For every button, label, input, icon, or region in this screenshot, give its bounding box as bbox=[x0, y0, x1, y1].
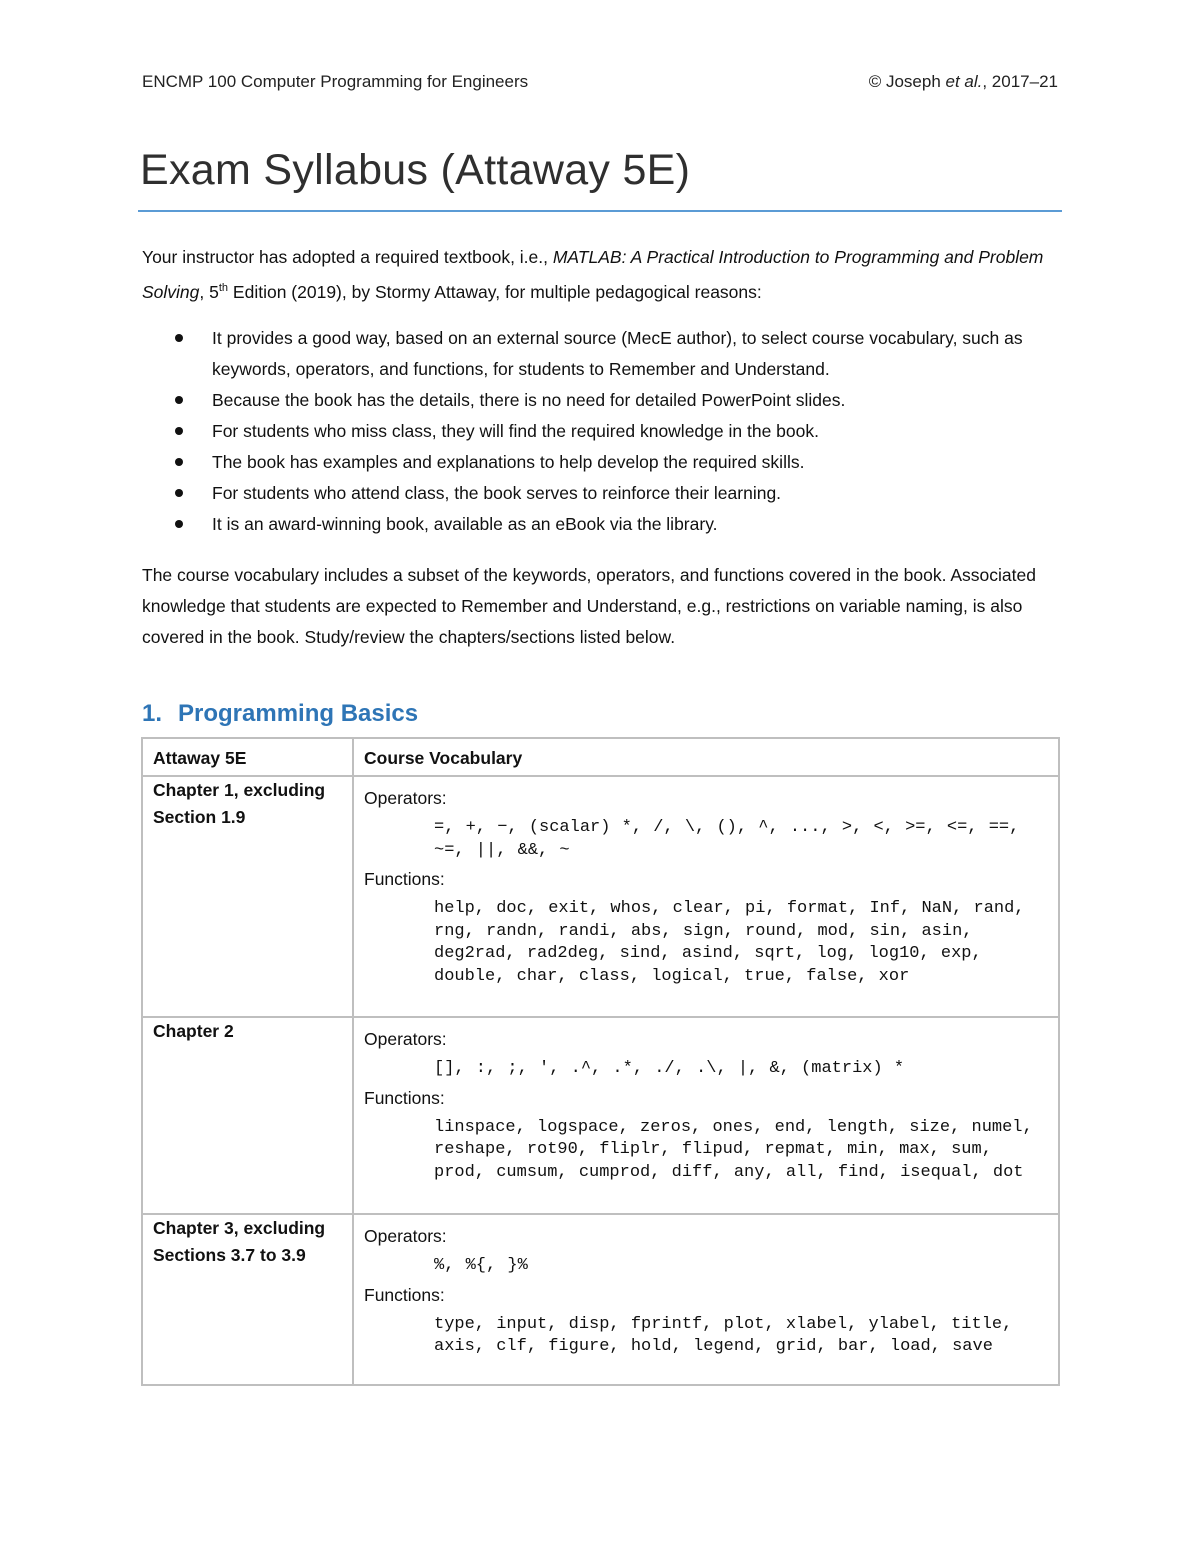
vocabulary-cell bbox=[353, 1214, 1059, 1385]
bullet-icon bbox=[175, 458, 183, 466]
edition-superscript: th bbox=[218, 282, 229, 294]
list-item-text: For students who miss class, they will find the required knowledge in the book. bbox=[212, 421, 819, 441]
vocabulary-table bbox=[141, 737, 1060, 1386]
bullet-icon bbox=[175, 427, 183, 435]
bullet-icon bbox=[175, 489, 183, 497]
list-item bbox=[142, 509, 1062, 540]
functions-list: help, doc, exit, whos, clear, pi, format, Inf, NaN, rand, rng, randn, randi, abs, sign, round, mod, sin, asin, deg2rad, rad2deg, sind, asind, sqrt, log, log10, exp, double, char, class, logical, true, false, xor bbox=[434, 899, 1025, 986]
chapter-cell: Chapter 2 bbox=[142, 1017, 353, 1214]
list-item bbox=[142, 447, 1062, 478]
bullet-icon bbox=[175, 396, 183, 404]
operators-label: Operators: bbox=[364, 1226, 447, 1246]
page-header bbox=[142, 72, 1058, 92]
list-item-text: Because the book has the details, there is no need for detailed PowerPoint slides. bbox=[212, 390, 846, 410]
table-row bbox=[142, 1017, 1059, 1214]
copyright-prefix: © Joseph bbox=[868, 72, 946, 91]
functions-list: linspace, logspace, zeros, ones, end, length, size, numel, reshape, rot90, fliplr, flipud, repmat, min, max, sum, prod, cumsum, cumprod, diff, any, all, find, isequal, dot bbox=[434, 1117, 1033, 1182]
copyright-suffix: , 2017–21 bbox=[982, 72, 1058, 91]
list-item-text: It provides a good way, based on an external source (MecE author), to select course vocabulary, such as keywords, operators, and functions, for students to Remember and Understand. bbox=[212, 328, 1023, 379]
column-header-attaway: Attaway 5E bbox=[142, 738, 353, 776]
table-row bbox=[142, 1214, 1059, 1385]
list-item bbox=[142, 478, 1062, 509]
intro-paragraph bbox=[142, 242, 1062, 308]
vocabulary-paragraph: The course vocabulary includes a subset of the keywords, operators, and functions covered in the book. Associated knowledge that students are expected to Remember and Understand, e.g., restrictions on variable naming, is also covered in the book. Study/review the chapters/sections listed below. bbox=[142, 565, 1036, 647]
book-title: MATLAB: A Practical Introduction to Programming and Problem Solving bbox=[142, 247, 1044, 302]
table-header-row bbox=[142, 738, 1059, 776]
list-item bbox=[142, 323, 1062, 385]
list-item bbox=[142, 385, 1062, 416]
column-header-vocabulary: Course Vocabulary bbox=[353, 738, 1059, 776]
functions-label: Functions: bbox=[364, 869, 445, 889]
operators-label: Operators: bbox=[364, 1029, 447, 1049]
table-row bbox=[142, 776, 1059, 1017]
list-item bbox=[142, 416, 1062, 447]
copyright-italic: et al. bbox=[945, 72, 983, 91]
intro-text-3: Edition (2019), by Stormy Attaway, for multiple pedagogical reasons: bbox=[228, 281, 762, 302]
chapter-cell: Chapter 3, excluding Sections 3.7 to 3.9 bbox=[142, 1214, 353, 1385]
vocabulary-cell bbox=[353, 1017, 1059, 1214]
intro-text-2: , 5 bbox=[199, 281, 219, 302]
operators-label: Operators: bbox=[364, 788, 447, 808]
operators-list: %, %{, }% bbox=[434, 1256, 528, 1275]
list-item-text: For students who attend class, the book serves to reinforce their learning. bbox=[212, 483, 782, 503]
functions-list: type, input, disp, fprintf, plot, xlabel, ylabel, title, axis, clf, figure, hold, legend, grid, bar, load, save bbox=[434, 1314, 1013, 1356]
title-underline bbox=[138, 210, 1062, 212]
vocabulary-cell bbox=[353, 776, 1059, 1017]
intro-text-1: Your instructor has adopted a required textbook, i.e., bbox=[142, 247, 553, 267]
section-title: Programming Basics bbox=[178, 700, 419, 727]
operators-list: [], :, ;, ', .^, .*, ./, .\, |, &, (matrix) * bbox=[434, 1059, 905, 1078]
reasons-list bbox=[142, 323, 1062, 540]
section-number: 1. bbox=[142, 700, 163, 727]
functions-label: Functions: bbox=[364, 1284, 445, 1305]
bullet-icon bbox=[175, 520, 183, 528]
list-item-text: It is an award-winning book, available as an eBook via the library. bbox=[212, 514, 718, 534]
list-item-text: The book has examples and explanations to help develop the required skills. bbox=[212, 452, 805, 472]
bullet-icon bbox=[175, 334, 183, 342]
course-name: ENCMP 100 Computer Programming for Engineers bbox=[142, 72, 529, 91]
page-title: Exam Syllabus (Attaway 5E) bbox=[140, 146, 691, 194]
section-heading bbox=[142, 700, 418, 728]
copyright bbox=[869, 72, 1058, 92]
operators-list: =, +, −, (scalar) *, /, \, (), ^, ..., >, <, >=, <=, ==, ~=, ||, &&, ~ bbox=[434, 818, 1020, 860]
chapter-cell: Chapter 1, excluding Section 1.9 bbox=[142, 776, 353, 1017]
functions-label: Functions: bbox=[364, 1087, 445, 1108]
